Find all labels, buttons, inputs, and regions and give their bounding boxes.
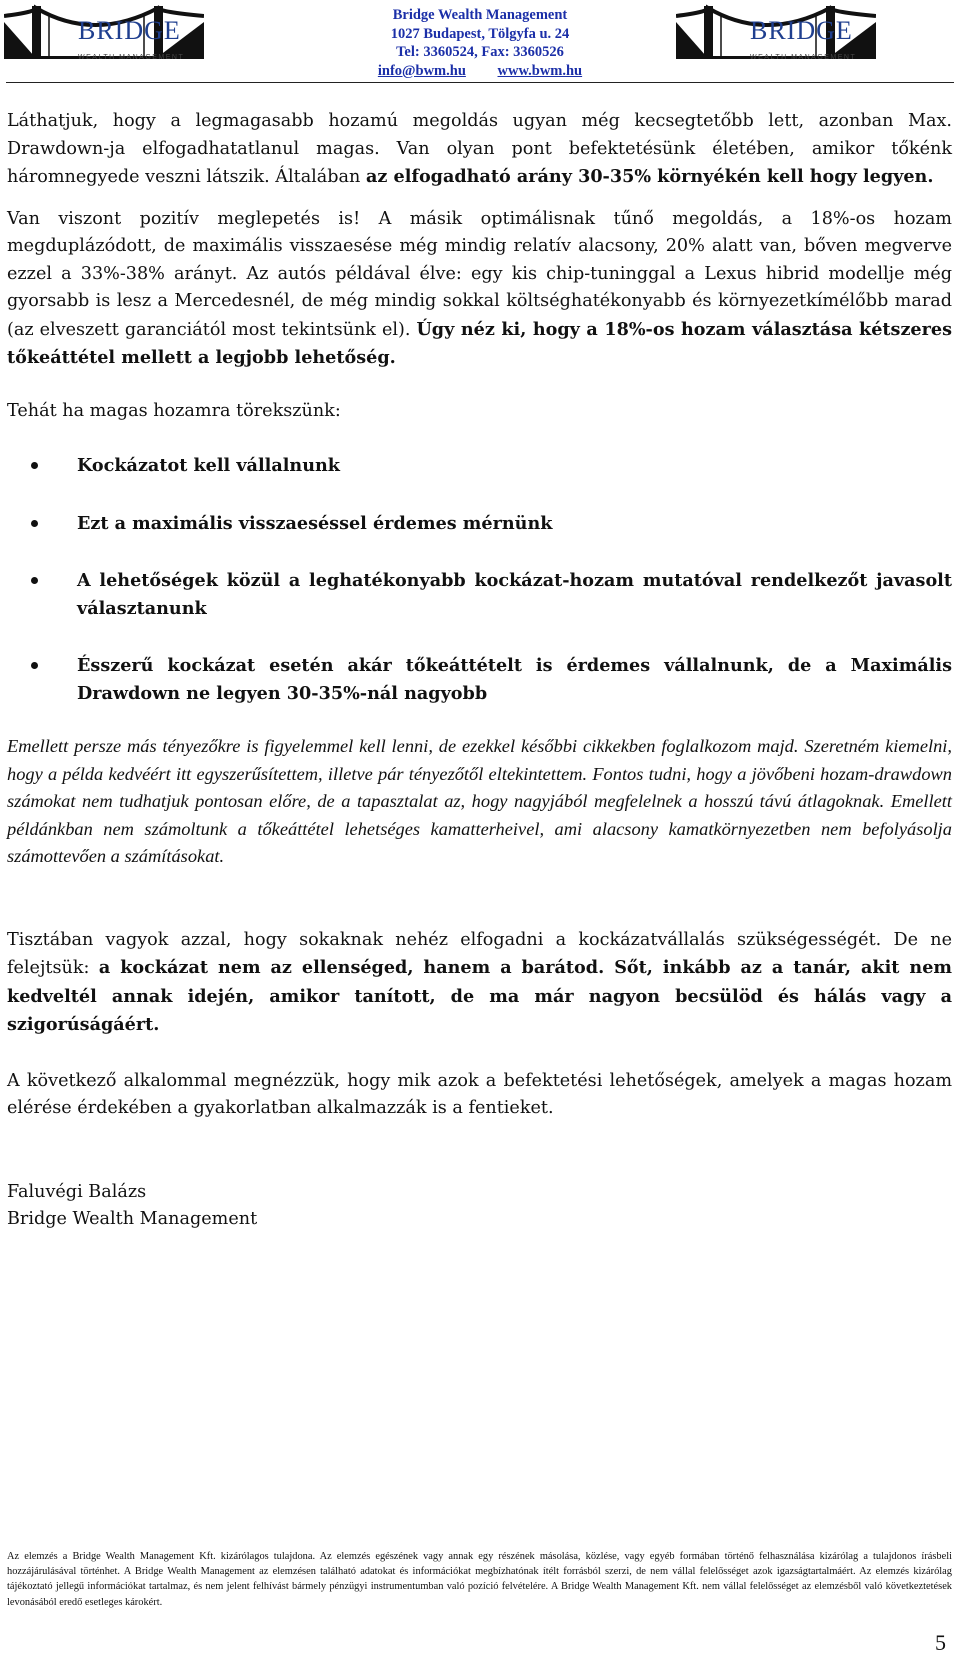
logo-wordmark: BRIDGE [750, 16, 853, 45]
paragraph-bold-text: Úgy néz ki, hogy a 18%-os hozam választása kétszeres tőkeáttétel mellett a legjobb lehetőség. [7, 318, 952, 368]
website-link[interactable]: www.bwm.hu [497, 62, 583, 79]
paragraph-bold-text: a kockázat nem az ellenséged, hanem a barátod. Sőt, inkább az a tanár, akit nem kedveltél annak idején, amikor tanított, de ma már nagyon becsülöd és hálás vagy a szigorúságáért. [7, 957, 952, 1035]
paragraph [7, 206, 952, 373]
article-body [7, 108, 952, 1234]
paragraph: A következő alkalommal megnézzük, hogy mik azok a befektetési lehetőségek, amelyek a magas hozam elérése érdekében a gyakorlatban alkalmazzák is a fentieket. [7, 1070, 952, 1118]
contact-block [330, 6, 630, 80]
paragraph [7, 108, 952, 192]
header-divider [6, 82, 954, 83]
signature-block [7, 1179, 952, 1234]
paragraph-text: Tisztában vagyok azzal, hogy sokaknak nehéz elfogadni a kockázatvállalás szükségességét. De ne felejtsük: [7, 929, 952, 978]
paragraph-text: Láthatjuk, hogy a legmagasabb hozamú megoldás ugyan még kecsegtetőbb lett, azonban Max. Drawdown-ja elfogadhatatlanul magas. Van olyan pont befektetésünk életében, amikor tőkénk háromnegyede veszni látszik. Általában [7, 111, 952, 187]
page-number: 5 [935, 1630, 946, 1655]
list-item: Kockázatot kell vállalnunk [7, 452, 952, 480]
list-item: Ésszerű kockázat esetén akár tőkeáttételt is érdemes vállalnunk, de a Maximális Drawdown ne legyen 30-35%-nál nagyobb [7, 652, 952, 707]
logo-tagline: WEALTH MANAGEMENT [78, 54, 185, 61]
list-item: A lehetőségek közül a leghatékonyabb kockázat-hozam mutatóval rendelkezőt javasolt választanunk [7, 567, 952, 622]
italic-paragraph: Emellett persze más tényezőkre is figyelemmel kell lenni, de ezekkel későbbi cikkekben foglalkozom majd. Szeretném kiemelni, hogy a példa kedvéért itt egyszerűsítettem, illetve pár tényezőtől eltekintettem. Fontos tudni, hogy a jövőbeni hozam-drawdown számokat nem tudhatjuk pontosan előre, de a tapasztalat az, hogy nagyjából megfelelnek a hosszú távú átlagoknak. Emellett példánkban nem számoltunk a tőkeáttétel lehetséges kamatterheivel, ami alacsony kamatkörnyezetben nem befolyásolja számottevően a számításokat. [7, 736, 952, 866]
paragraph [7, 927, 952, 1040]
author-company: Bridge Wealth Management [7, 1209, 258, 1229]
logo-wordmark: BRIDGE [78, 16, 181, 45]
paragraph-text: Van viszont pozitív meglepetés is! A másik optimálisnak tűnő megoldás, a 18%-os hozam megduplázódott, de maximális visszaesése még mindig relatív alacsony, 20% alatt van, bőven megverve ezzel a 33%-38% arányt. Az autós példával élve: egy kis chip-tuninggal a Lexus hibrid modellje még gyorsabb is lesz a Mercedesnél, de még mindig sokkal költséghatékonyabb és környezetkímélőbb marad (az elveszett garanciától most tekintsünk el). [7, 208, 952, 340]
company-address: 1027 Budapest, Tölgyfa u. 24 [390, 25, 570, 42]
bridge-logo-left [4, 2, 204, 72]
logo-tagline: WEALTH MANAGEMENT [750, 54, 857, 61]
legal-disclaimer: Az elemzés a Bridge Wealth Management Kft. kizárólagos tulajdona. Az elemzés egészének vagy annak egy részének másolása, közlése, vagy egyéb formában történő felhasználása kizárólag a tulajdonos írásbeli hozzájárulásával történhet. A Bridge Wealth Management az elemzésen található adatokat és információkat megbízhatónak ítélt forrásból szerzi, de nem vállal felelősséget azok igazságtartalmáért. Az elemzés kizárólag tájékoztató jellegű információkat tartalmaz, és nem jelent felhívást bármely pénzügyi instrumentumban való pozíció felvételére. A Bridge Wealth Management Kft. nem vállal felelősséget az elemzésből való következtetések levonásából eredő esetleges károkért. [7, 1551, 952, 1608]
bridge-logo-right [676, 2, 876, 72]
list-item: Ezt a maximális visszaeséssel érdemes mérnünk [7, 510, 952, 538]
email-link[interactable]: info@bwm.hu [377, 62, 466, 79]
paragraph-bold-text: az elfogadható arány 30-35% környékén kell hogy legyen. [365, 166, 934, 187]
page-header [0, 0, 960, 86]
bullet-list [7, 452, 952, 707]
author-name: Faluvégi Balázs [7, 1181, 147, 1202]
company-phone: Tel: 3360524, Fax: 3360526 [396, 44, 564, 60]
company-name: Bridge Wealth Management [392, 7, 568, 23]
paragraph: Tehát ha magas hozamra törekszünk: [7, 400, 341, 421]
